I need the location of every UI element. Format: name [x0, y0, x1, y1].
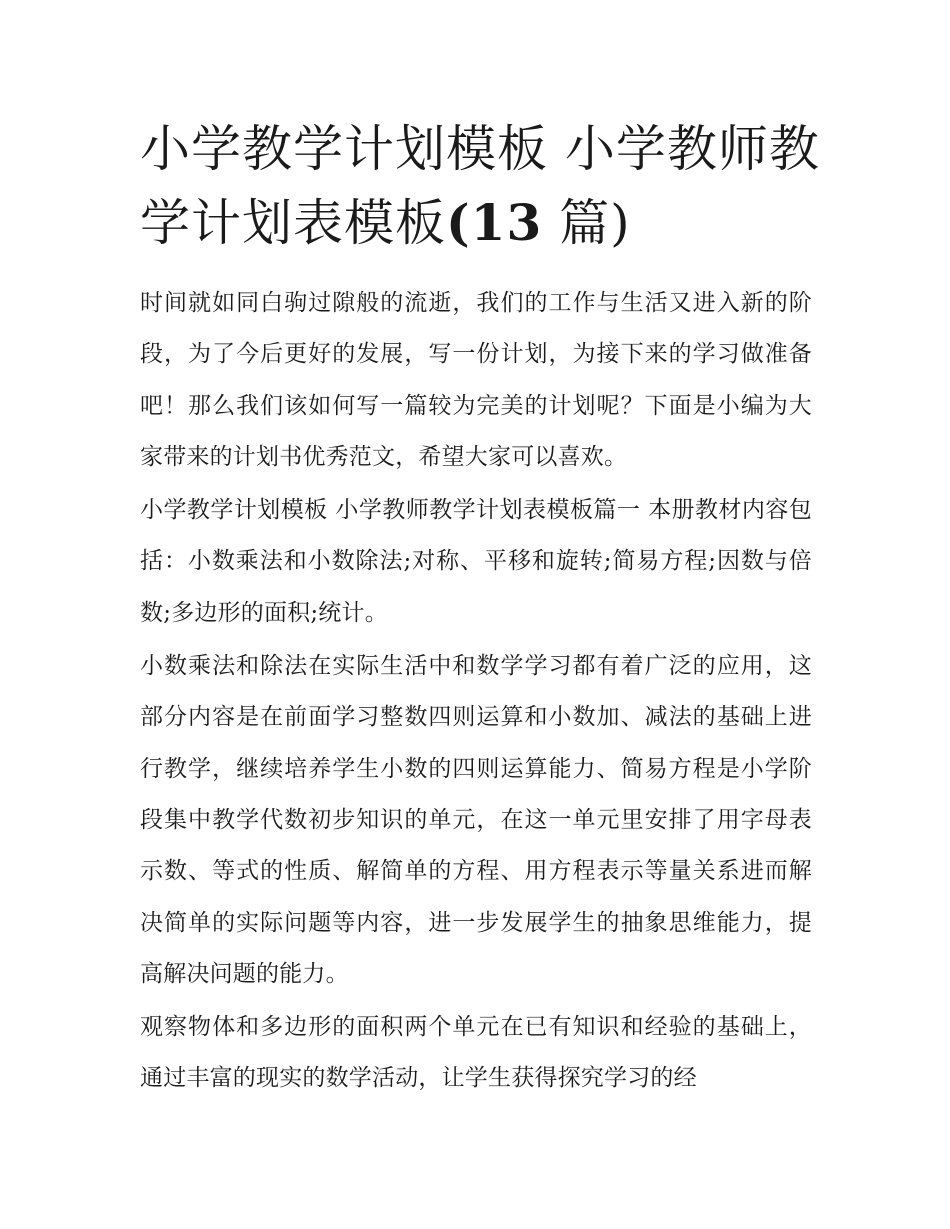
paragraph-intro: 时间就如同白驹过隙般的流逝，我们的工作与生活又进入新的阶段，为了今后更好的发展，写一份计划，为接下来的学习做准备吧！那么我们该如何写一篇较为完美的计划呢？下面是小编为大家带来的计划书优秀范文，希望大家可以喜欢。	[140, 290, 812, 470]
document-title	[140, 112, 820, 260]
title-text: 小学教学计划模板 小学教师教学计划表模板	[140, 120, 820, 252]
title-count: (13	[446, 193, 543, 252]
document-body	[140, 278, 812, 1107]
paragraph-decimals: 小数乘法和除法在实际生活中和数学学习都有着广泛的应用，这部分内容是在前面学习整数四则运算和小数加、减法的基础上进行教学，继续培养学生小数的四则运算能力、简易方程是小学阶段集中教学代数初步知识的单元，在这一单元里安排了用字母表示数、等式的性质、解简单的方程、用方程表示等量关系进而解决简单的实际问题等内容，进一步发展学生的抽象思维能力，提高解决问题的能力。	[140, 653, 812, 987]
paragraph-observation: 观察物体和多边形的面积两个单元在已有知识和经验的基础上，通过丰富的现实的数学活动，让学生获得探究学习的经	[140, 1014, 812, 1092]
title-suffix: 篇)	[542, 194, 631, 252]
paragraph-contents: 小学教学计划模板 小学教师教学计划表模板篇一 本册教材内容包括：小数乘法和小数除法;对称、平移和旋转;简易方程;因数与倍数;多边形的面积;统计。	[140, 497, 812, 626]
